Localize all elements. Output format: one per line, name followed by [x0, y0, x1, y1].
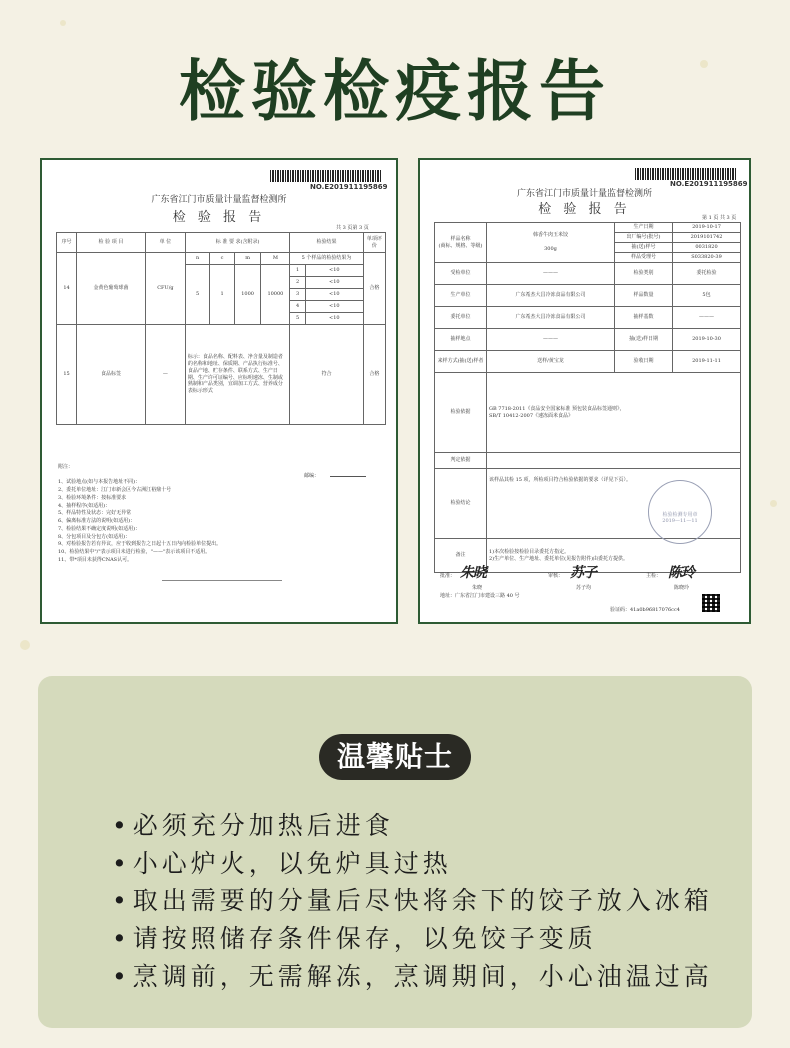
label-sample-method: 来样方式(抽(送)样者 [435, 351, 487, 373]
qr-code [702, 594, 720, 612]
report-org: 广东省江门市质量计量监督检测所 [151, 195, 287, 205]
row1-c: 1 [210, 265, 234, 325]
sample-value: <10 [305, 289, 363, 301]
postcode-label: 邮编： [304, 473, 320, 479]
value-sample-base: ——— [673, 307, 741, 329]
value-accept-no: S033820-39 [673, 253, 741, 263]
tip-item: • 烹调前，无需解冻，烹调期间，小心油温过高 [112, 957, 713, 993]
sub-n: n [185, 253, 209, 265]
sample-value: <10 [305, 277, 363, 289]
report-title: 检 验 报 告 [172, 210, 266, 225]
value-inspection-type: 委托检验 [673, 263, 741, 285]
tip-item: • 小心炉火，以免炉具过热 [112, 844, 452, 880]
header-standard: 标 准 要 求(含附录) [185, 233, 289, 253]
label-remarks: 备注 [435, 539, 487, 573]
row1-seq: 14 [57, 253, 77, 325]
report-number: NO.E201911195869 [670, 180, 748, 188]
value-conclusion: 该样品其检 15 项，所检项目符合检验依据的要求（详见下页）。 [487, 469, 741, 539]
value-sample-method: 送样/黄宝龙 [487, 351, 615, 373]
row1-unit: CFU/g [145, 253, 185, 325]
key-sample-date: 抽(送)样日期 [615, 329, 673, 351]
key-accept-date: 验收日期 [615, 351, 673, 373]
barcode [270, 170, 382, 182]
row2-result: 符合 [290, 325, 363, 425]
label-sample-location: 抽样地点 [435, 329, 487, 351]
row1-n: 5 [185, 265, 209, 325]
seal-text: 检验检测专用章 [662, 512, 698, 518]
notes-body: 1、试验地点(如与本报告地址不同)： 2、委托单位地址：江门市新会区今古洲江裕鼎十号 3、检验环境条件：按标准要求 4、抽样程序(如适用)： 5、样品特性及状态：完好无异常 6、偏离标准方法的说明(如适用)： 7、检验结果不确定度说明(如适用)： 8、分包项目及分包方(如适用)： 9、对检验报告若有异议，应于收到报告之日起十五日内向检验单位提出。 10、检验结果中"/"表示项目未进行检验，"——"表示该项目不适用。 11、带*项目未获得CNAS认可。 [58, 479, 222, 563]
value-judgement-basis [487, 453, 741, 469]
tip-item: • 请按照储存条件保存，以免饺子变质 [112, 919, 597, 955]
value-sample-date: 2019-10-30 [673, 329, 741, 351]
sample-no: 2 [290, 277, 306, 289]
row1-item: 金黄色葡萄球菌 [77, 253, 146, 325]
value-sample-no: 0031820 [673, 243, 741, 253]
inspector-signature: 陈玲 [668, 565, 694, 581]
inspector-label: 主检： [646, 573, 662, 579]
label-judgement-basis: 判定依据 [435, 453, 487, 469]
approver-name: 朱晓 [472, 585, 483, 591]
value-client: 广东希杰大昌冷冻食品有限公司 [487, 307, 615, 329]
value-sample-location: ——— [487, 329, 615, 351]
sample-value: <10 [305, 301, 363, 313]
approver-signature: 朱晓 [460, 565, 486, 581]
official-seal [648, 480, 712, 544]
label-conclusion: 检验结论 [435, 469, 487, 539]
results-table [56, 232, 386, 425]
header-judgement: 单项评价 [363, 233, 385, 253]
report-notes [58, 456, 378, 572]
value-batch-no: 2019101742 [673, 233, 741, 243]
inspection-report-page-1 [418, 158, 751, 624]
header-result: 检验结果 [290, 233, 363, 253]
inspector-name: 陈晓玲 [674, 585, 690, 591]
label-basis: 检验依据 [435, 373, 487, 453]
report-number: NO.E201911195869 [310, 183, 388, 191]
report-org: 广东省江门市质量计量监督检测所 [516, 189, 652, 199]
value-accept-date: 2019-11-11 [673, 351, 741, 373]
page-title: 检验检疫报告 [179, 53, 611, 130]
label-producer: 生产单位 [435, 285, 487, 307]
row2-seq: 15 [57, 325, 77, 425]
auditor-signature: 苏子 [570, 565, 596, 581]
inspection-report-page-3 [40, 158, 398, 624]
row1-judgement: 合格 [363, 253, 385, 325]
sample-value: <10 [305, 313, 363, 325]
sub-c: c [210, 253, 234, 265]
sample-no: 4 [290, 301, 306, 313]
auditor-label: 审核： [548, 573, 564, 579]
key-production-date: 生产日期 [615, 223, 673, 233]
sample-value: <10 [305, 265, 363, 277]
value-basis: GB 7718-2011《食品安全国家标准 预包装食品标签通则》， SB/T 10412-2007《速冻面米食品》 [487, 373, 741, 453]
label-sample-name: 样品名称 (商标、规格、等级) [435, 223, 487, 263]
background-speckle [770, 500, 777, 507]
sample-no: 5 [290, 313, 306, 325]
key-sample-no: 抽(送)样号 [615, 243, 673, 253]
background-speckle [60, 20, 66, 26]
header-unit: 单 位 [145, 233, 185, 253]
key-inspection-type: 检验类别 [615, 263, 673, 285]
row2-item: 食品标签 [77, 325, 146, 425]
value-remarks: 1)本次检验按检验目录委托方指定。 2)生产单位、生产地址、委托单位(见报告附件)由委托方提供。 [487, 539, 741, 573]
sample-no: 1 [290, 265, 306, 277]
notes-title: 附注： [58, 463, 74, 470]
seal-date: 2019—11—11 [662, 518, 698, 524]
barcode [635, 168, 737, 180]
value-producer: 广东希杰大昌冷冻食品有限公司 [487, 285, 615, 307]
tips-badge: 温馨贴士 [319, 734, 471, 780]
background-speckle [20, 640, 30, 650]
sub-sample-result: 5 个样品的检验结果为 [290, 253, 363, 265]
report-address: 地址：广东省江门市建设三路 40 号 [440, 593, 520, 599]
key-sample-qty: 样品数量 [615, 285, 673, 307]
header-seq: 序号 [57, 233, 77, 253]
key-sample-base: 抽样基数 [615, 307, 673, 329]
footer-line [162, 580, 282, 581]
postcode-line [330, 476, 366, 477]
approver-label: 批准： [440, 573, 456, 579]
row1-M: 10000 [261, 265, 290, 325]
key-accept-no: 样品受理号 [615, 253, 673, 263]
row2-standard: 标示：食品名称、配料表、净含量及制造者的名称和地址、保质期、产品执行标准号、食品产地、贮存条件、联系方式、生产日期、生产许可证编号、应标明速冻、生制或熟制和产品类别，宜调加工方式、营养成分表标示形式 [185, 325, 289, 425]
header-item: 检 验 项 目 [77, 233, 146, 253]
verify-code: 验证码：41a0b96817076cc4 [610, 607, 680, 613]
label-client: 委托单位 [435, 307, 487, 329]
tip-item: • 必须充分加热后进食 [112, 806, 394, 842]
value-production-date: 2019-10-17 [673, 223, 741, 233]
tip-item: • 取出需要的分量后尽快将余下的饺子放入冰箱 [112, 881, 713, 917]
value-inspected-unit: ——— [487, 263, 615, 285]
row1-m: 1000 [234, 265, 261, 325]
row2-judgement: 合格 [363, 325, 385, 425]
report-page-info: 第 1 页 共 3 页 [702, 215, 737, 221]
sample-no: 3 [290, 289, 306, 301]
sub-m: m [234, 253, 261, 265]
value-sample-qty: 5包 [673, 285, 741, 307]
row2-unit: — [145, 325, 185, 425]
value-sample-name: 韩香牛肉玉米饺 300g [487, 223, 615, 263]
key-batch-no: 出厂编号(批号) [615, 233, 673, 243]
report-page-info: 共 3 页第 3 页 [336, 225, 369, 231]
auditor-name: 苏子均 [576, 585, 592, 591]
report-title: 检 验 报 告 [538, 202, 631, 217]
label-inspected-unit: 受检单位 [435, 263, 487, 285]
sub-M: M [261, 253, 290, 265]
